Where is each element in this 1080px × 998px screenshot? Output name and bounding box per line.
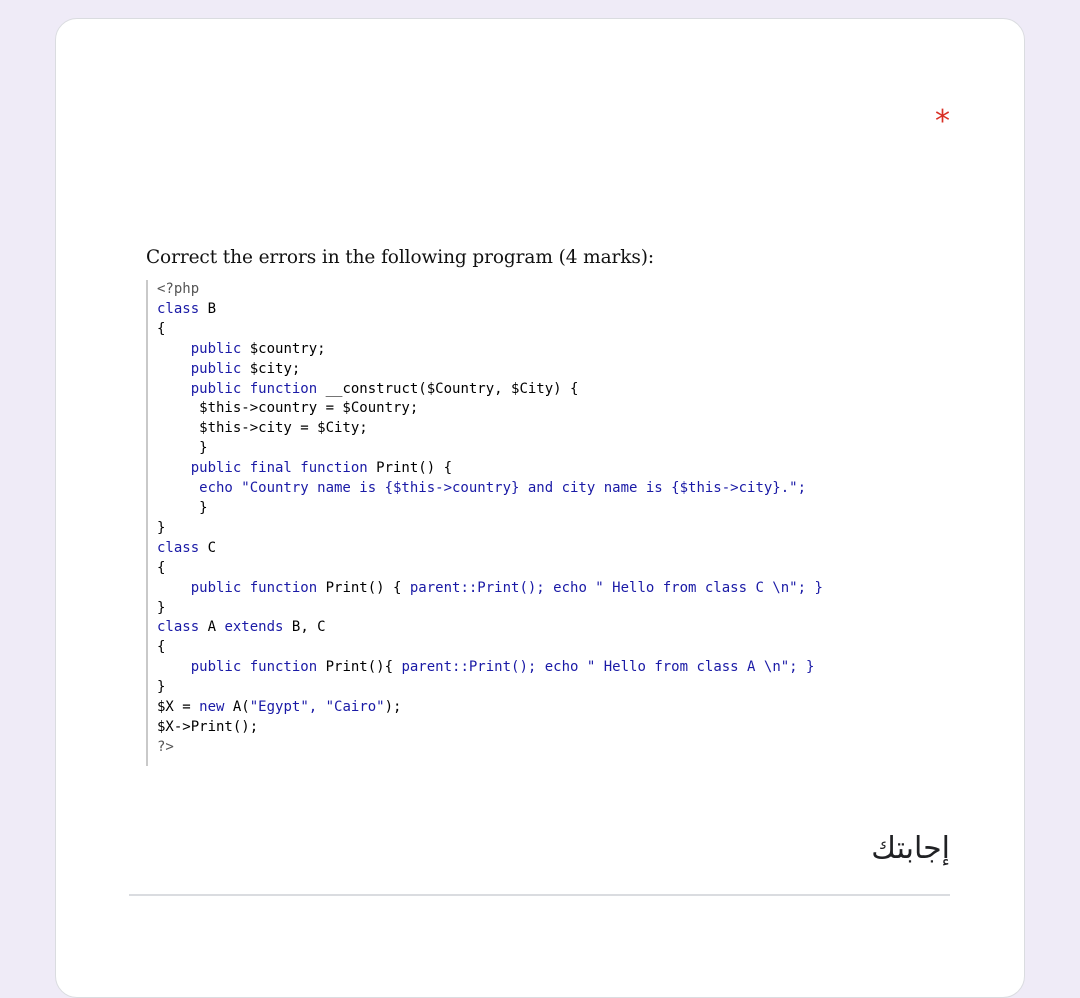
code-line xyxy=(157,300,944,320)
code-token: } xyxy=(157,599,166,616)
code-token: $this->city = $City; xyxy=(157,420,368,437)
code-line xyxy=(157,618,944,638)
code-token: public final function xyxy=(157,460,368,477)
code-token: } xyxy=(157,679,166,696)
code-token: echo xyxy=(157,480,233,497)
code-line xyxy=(157,499,944,519)
code-token: "Country name is {$this->country} and city name is {$this->city}."; xyxy=(232,480,807,497)
code-token: } xyxy=(157,499,208,516)
code-token: C xyxy=(199,539,217,556)
code-token: { xyxy=(157,559,166,576)
code-token: parent::Print(); echo " Hello from class C \n"; } xyxy=(409,579,823,596)
code-block xyxy=(146,280,944,766)
code-line xyxy=(157,698,944,718)
code-token: public function xyxy=(157,579,318,596)
code-token: class xyxy=(157,539,200,556)
code-token: } xyxy=(157,519,166,536)
code-line xyxy=(157,280,944,300)
code-token: } xyxy=(157,440,208,457)
code-token: class xyxy=(157,619,200,636)
code-line xyxy=(157,360,944,380)
question-title: Correct the errors in the following program (4 marks): xyxy=(146,247,655,268)
code-line xyxy=(157,599,944,619)
code-token: Print() { xyxy=(317,579,410,596)
code-token: __construct($Country, $City) { xyxy=(317,380,579,397)
code-line xyxy=(157,638,944,658)
required-marker: * xyxy=(935,104,950,139)
code-line xyxy=(157,718,944,738)
code-token: <?php xyxy=(157,281,200,297)
code-token: new xyxy=(199,699,225,716)
code-line xyxy=(157,678,944,698)
code-token: $country; xyxy=(241,340,326,357)
code-token: $X = xyxy=(157,699,200,716)
code-line xyxy=(157,658,944,678)
code-line xyxy=(157,539,944,559)
answer-field-underline[interactable] xyxy=(129,894,950,896)
question-image xyxy=(144,247,944,766)
code-line xyxy=(157,419,944,439)
code-line xyxy=(157,519,944,539)
code-token: { xyxy=(157,320,166,337)
code-token: public xyxy=(157,360,242,377)
code-token: public function xyxy=(157,380,318,397)
code-token: $city; xyxy=(241,360,301,377)
code-line xyxy=(157,439,944,459)
code-token: Print() { xyxy=(367,460,453,477)
code-line xyxy=(157,459,944,479)
code-line xyxy=(157,399,944,419)
code-token: public function xyxy=(157,659,318,676)
code-line xyxy=(157,579,944,599)
answer-field-placeholder[interactable]: إجابتك xyxy=(871,831,950,866)
code-token: B xyxy=(199,300,217,317)
code-token: class xyxy=(157,300,200,317)
code-token: A( xyxy=(224,699,250,716)
code-token: ); xyxy=(384,699,402,716)
code-token: ?> xyxy=(157,738,174,755)
code-token: parent::Print(); echo " Hello from class A \n"; } xyxy=(401,659,815,676)
code-token: $X->Print(); xyxy=(157,718,259,735)
code-token: A xyxy=(199,619,225,636)
code-line xyxy=(157,738,944,758)
code-line xyxy=(157,340,944,360)
code-token: { xyxy=(157,639,166,656)
code-token: Print(){ xyxy=(317,659,402,676)
code-line xyxy=(157,320,944,340)
code-token: B, C xyxy=(283,619,326,636)
code-token: public xyxy=(157,340,242,357)
code-line xyxy=(157,479,944,499)
code-token: extends xyxy=(224,619,284,636)
question-card xyxy=(55,18,1025,998)
code-line xyxy=(157,559,944,579)
code-line xyxy=(157,380,944,400)
code-token: $this->country = $Country; xyxy=(157,400,419,417)
code-token: "Egypt", "Cairo" xyxy=(249,699,385,716)
